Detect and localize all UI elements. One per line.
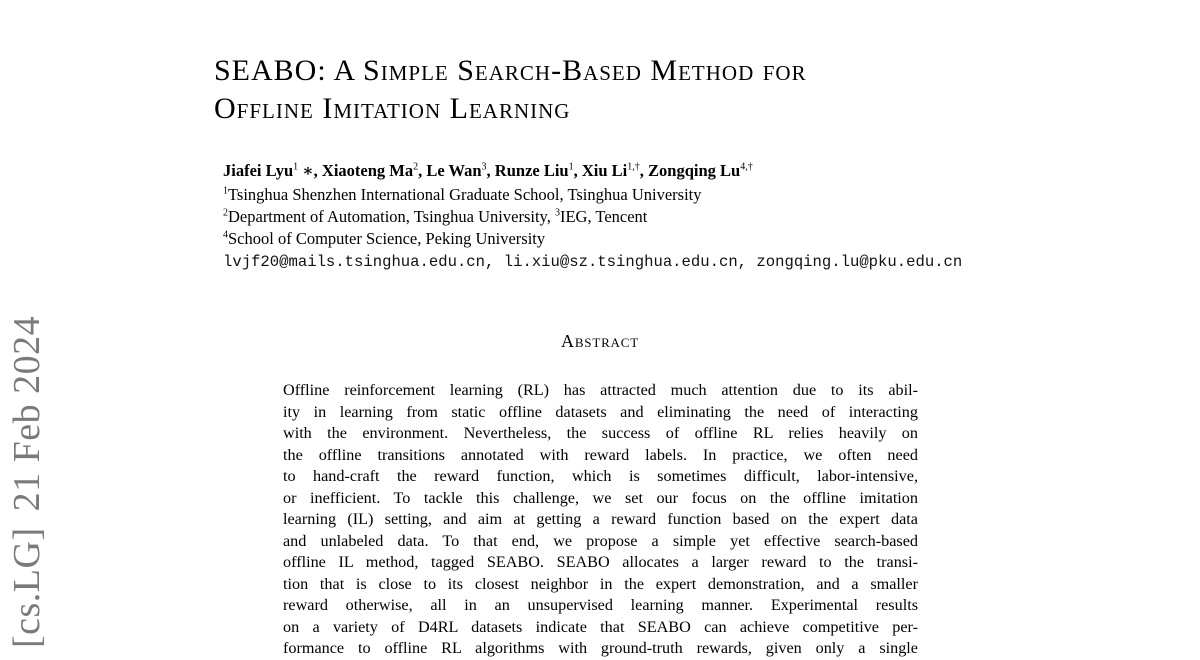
affiliation-3 [223, 229, 545, 249]
affiliation-text: Department of Automation, Tsinghua University, [228, 207, 555, 226]
author-sup: 4,† [740, 161, 753, 173]
author-name: Xiu Li [581, 161, 628, 180]
affiliation-text: IEG, Tencent [559, 207, 648, 226]
author-sep: ∗, [298, 161, 322, 180]
abstract-line: reward otherwise, all in an unsupervised learning manner. Experimental results [283, 596, 918, 614]
title-line-2: Offline Imitation Learning [214, 92, 571, 125]
abstract-line: on a variety of D4RL datasets indicate that SEABO can achieve competitive per- [283, 617, 918, 636]
author-name: Le Wan [426, 161, 482, 180]
author-sep: , [573, 161, 582, 180]
author-sep: , [418, 161, 427, 180]
affiliation-1 [223, 185, 702, 205]
author-sep: , [486, 161, 495, 180]
author-name: Zongqing Lu [648, 161, 741, 180]
paper-title [214, 52, 1114, 128]
author-sup: 1 [568, 161, 574, 173]
abstract-heading [0, 331, 1200, 352]
abstract-line: the offline transitions annotated with reward labels. In practice, we often need [283, 445, 918, 464]
author-name: Jiafei Lyu [223, 161, 294, 180]
author-sup: 3 [481, 161, 487, 173]
affiliation-2 [223, 207, 647, 227]
abstract-line: to hand-craft the reward function, which is sometimes difficult, labor-intensive, [283, 467, 918, 485]
author-sup: 1 [293, 161, 299, 173]
author-name: Xiaoteng Ma [321, 161, 414, 180]
abstract-line: ity in learning from static offline datasets and eliminating the need of interacting [283, 402, 918, 421]
affiliation-sup: 1 [223, 185, 228, 197]
affiliation-sup: 3 [554, 207, 560, 219]
abstract-line: learning (IL) setting, and aim at getting a reward function based on the expert data [283, 510, 918, 528]
affiliation-text: Tsinghua Shenzhen International Graduate School, Tsinghua University [228, 185, 702, 204]
author-sup: 1,† [627, 161, 640, 173]
title-line-1: SEABO: A Simple Search-Based Method for [214, 54, 807, 87]
author-list [223, 161, 753, 181]
abstract-heading-text: Abstract [561, 331, 639, 351]
author-name: Runze Liu [494, 161, 569, 180]
author-sep: , [639, 161, 649, 180]
abstract-line: with the environment. Nevertheless, the success of offline RL relies heavily on [283, 424, 918, 442]
arxiv-side-stamp [8, 316, 46, 648]
abstract-line: formance to offline RL algorithms with ground-truth rewards, given only a single [283, 639, 918, 657]
abstract-body [283, 380, 918, 660]
abstract-line: or inefficient. To tackle this challenge, we set our focus on the offline imitation [283, 488, 918, 507]
affiliation-text: School of Computer Science, Peking University [228, 229, 546, 248]
abstract-line: and unlabeled data. To that end, we propose a simple yet effective search-based [283, 531, 918, 550]
author-sup: 2 [413, 161, 419, 173]
author-emails: lvjf20@mails.tsinghua.edu.cn, li.xiu@sz.tsinghua.edu.cn, zongqing.lu@pku.edu.cn [223, 253, 963, 271]
affiliation-sup: 2 [223, 207, 228, 219]
abstract-line: offline IL method, tagged SEABO. SEABO allocates a larger reward to the transi- [283, 553, 918, 571]
affiliation-sup: 4 [223, 229, 228, 241]
abstract-line: tion that is close to its closest neighbor in the expert demonstration, and a smaller [283, 574, 918, 593]
arxiv-date: 21 Feb 2024 [6, 315, 48, 512]
arxiv-category: [cs.LG] [6, 527, 48, 648]
abstract-line: Offline reinforcement learning (RL) has attracted much attention due to its abil- [283, 381, 918, 399]
